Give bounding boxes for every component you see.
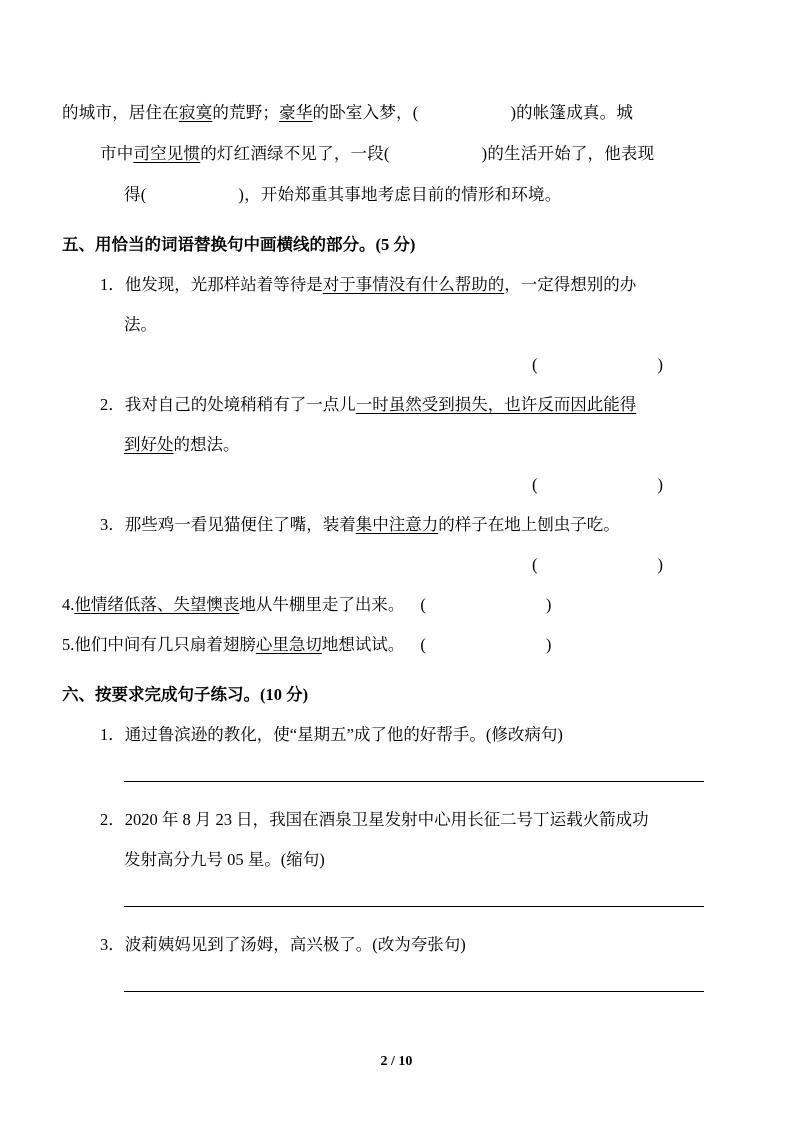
question-item	[62, 625, 734, 665]
text-run: 法。	[124, 315, 157, 334]
answer-row	[62, 545, 734, 585]
text-run: ，一定得想别的办	[504, 275, 637, 294]
paren-close: )	[657, 475, 663, 494]
question-text	[62, 925, 734, 965]
text-run: 地想试试。	[321, 635, 405, 654]
answer-parenthesis[interactable]	[532, 345, 663, 385]
question-text	[62, 385, 734, 425]
paren-open: (	[532, 555, 538, 574]
question-text	[62, 265, 734, 305]
answer-row	[62, 465, 734, 505]
text-run: 他	[74, 595, 91, 614]
answer-parenthesis[interactable]	[532, 545, 663, 585]
page-content	[62, 92, 734, 992]
answer-parenthesis[interactable]	[420, 595, 551, 614]
text-run: 市中	[100, 144, 134, 163]
text-run: 的灯红酒绿不见了，一段(	[200, 144, 390, 163]
text-run: 他们中间有几只扇着翅膀	[74, 635, 256, 654]
answer-write-line[interactable]	[124, 991, 704, 992]
section-5-heading: 五、用恰当的词语替换句中画横线的部分。(5 分)	[62, 235, 416, 254]
question-text	[62, 585, 734, 625]
paren-close: )	[545, 635, 552, 654]
text-run: 我对自己的处境稍稍有了一点儿	[124, 395, 356, 414]
text-run: 通过鲁滨逊的教化，使“星期五”成了他的好帮手。(修改病句)	[124, 725, 563, 744]
question-text-cont	[62, 840, 734, 880]
question-text-cont	[62, 305, 734, 345]
question-item	[62, 585, 734, 625]
question-text	[62, 505, 734, 545]
item-number: 2．	[100, 395, 125, 414]
item-number: 3．	[100, 515, 125, 534]
top-paragraph	[62, 92, 734, 215]
text-run: )的帐篷成真。城	[510, 103, 634, 122]
paragraph-line	[62, 174, 734, 215]
text-run: 发射高分九号 05 星。(缩句)	[124, 850, 325, 869]
underlined-text: 集中注意力	[355, 515, 439, 534]
item-number: 2．	[100, 810, 125, 829]
paren-open: (	[532, 355, 538, 374]
answer-parenthesis[interactable]	[532, 465, 663, 505]
paragraph-line	[62, 92, 734, 133]
text-run: )的生活开始了，他表现	[481, 144, 655, 163]
underlined-text: 情绪低落、失望懊丧	[90, 595, 240, 614]
item-number: 3．	[100, 935, 125, 954]
question-item	[62, 715, 734, 782]
underlined-text: 到好处	[124, 435, 174, 454]
text-run: 的样子在地上刨虫子吃。	[438, 515, 620, 534]
question-item	[62, 385, 734, 505]
underlined-text: 一时虽然受到损失，也许反而因此能得	[355, 395, 637, 414]
paren-open: (	[420, 595, 426, 614]
section-6-heading: 六、按要求完成句子练习。(10 分)	[62, 685, 309, 704]
answer-write-line[interactable]	[124, 906, 704, 907]
text-run: 的荒野；	[212, 103, 280, 122]
paren-close: )	[657, 355, 663, 374]
item-number: 1．	[100, 725, 125, 744]
underlined-text: 司空见惯	[133, 144, 201, 163]
text-run: 他发现，光那样站着等待是	[124, 275, 323, 294]
paragraph-line	[62, 133, 734, 174]
underlined-text: 对于事情没有什么帮助的	[322, 275, 505, 294]
answer-parenthesis[interactable]	[420, 635, 551, 654]
question-item	[62, 925, 734, 992]
section-5-items	[62, 265, 734, 665]
question-item	[62, 800, 734, 907]
text-run: 的卧室入梦，(	[312, 103, 419, 122]
question-text-cont	[62, 425, 734, 465]
question-text	[62, 800, 734, 840]
item-number: 5.	[62, 635, 75, 654]
answer-write-line[interactable]	[124, 781, 704, 782]
question-text	[62, 625, 734, 665]
underlined-text: 豪华	[279, 103, 313, 122]
item-number: 1．	[100, 275, 125, 294]
underlined-text: 寂寞	[178, 103, 213, 122]
text-run: 得(	[124, 185, 147, 204]
text-run: 的想法。	[173, 435, 240, 454]
paren-close: )	[657, 555, 663, 574]
text-run: 的城市，居住在	[62, 103, 179, 122]
text-run: 地从牛棚里走了出来。	[239, 595, 405, 614]
section-6-items	[62, 715, 734, 992]
text-run: 波莉姨妈见到了汤姆，高兴极了。(改为夸张句)	[124, 935, 466, 954]
answer-row	[62, 345, 734, 385]
question-item	[62, 505, 734, 585]
paren-open: (	[532, 475, 538, 494]
underlined-text: 心里急切	[255, 635, 322, 654]
paren-close: )	[545, 595, 552, 614]
text-run: )，开始郑重其事地考虑目前的情形和环境。	[238, 185, 562, 204]
question-item	[62, 265, 734, 385]
text-run: 那些鸡一看见猫便住了嘴，装着	[124, 515, 356, 534]
text-run: 2020 年 8 月 23 日，我国在酒泉卫星发射中心用长征二号丁运载火箭成功	[124, 810, 649, 829]
page-number: 2 / 10	[380, 1054, 413, 1069]
question-text	[62, 715, 734, 755]
paren-open: (	[420, 635, 426, 654]
item-number: 4.	[62, 595, 75, 614]
